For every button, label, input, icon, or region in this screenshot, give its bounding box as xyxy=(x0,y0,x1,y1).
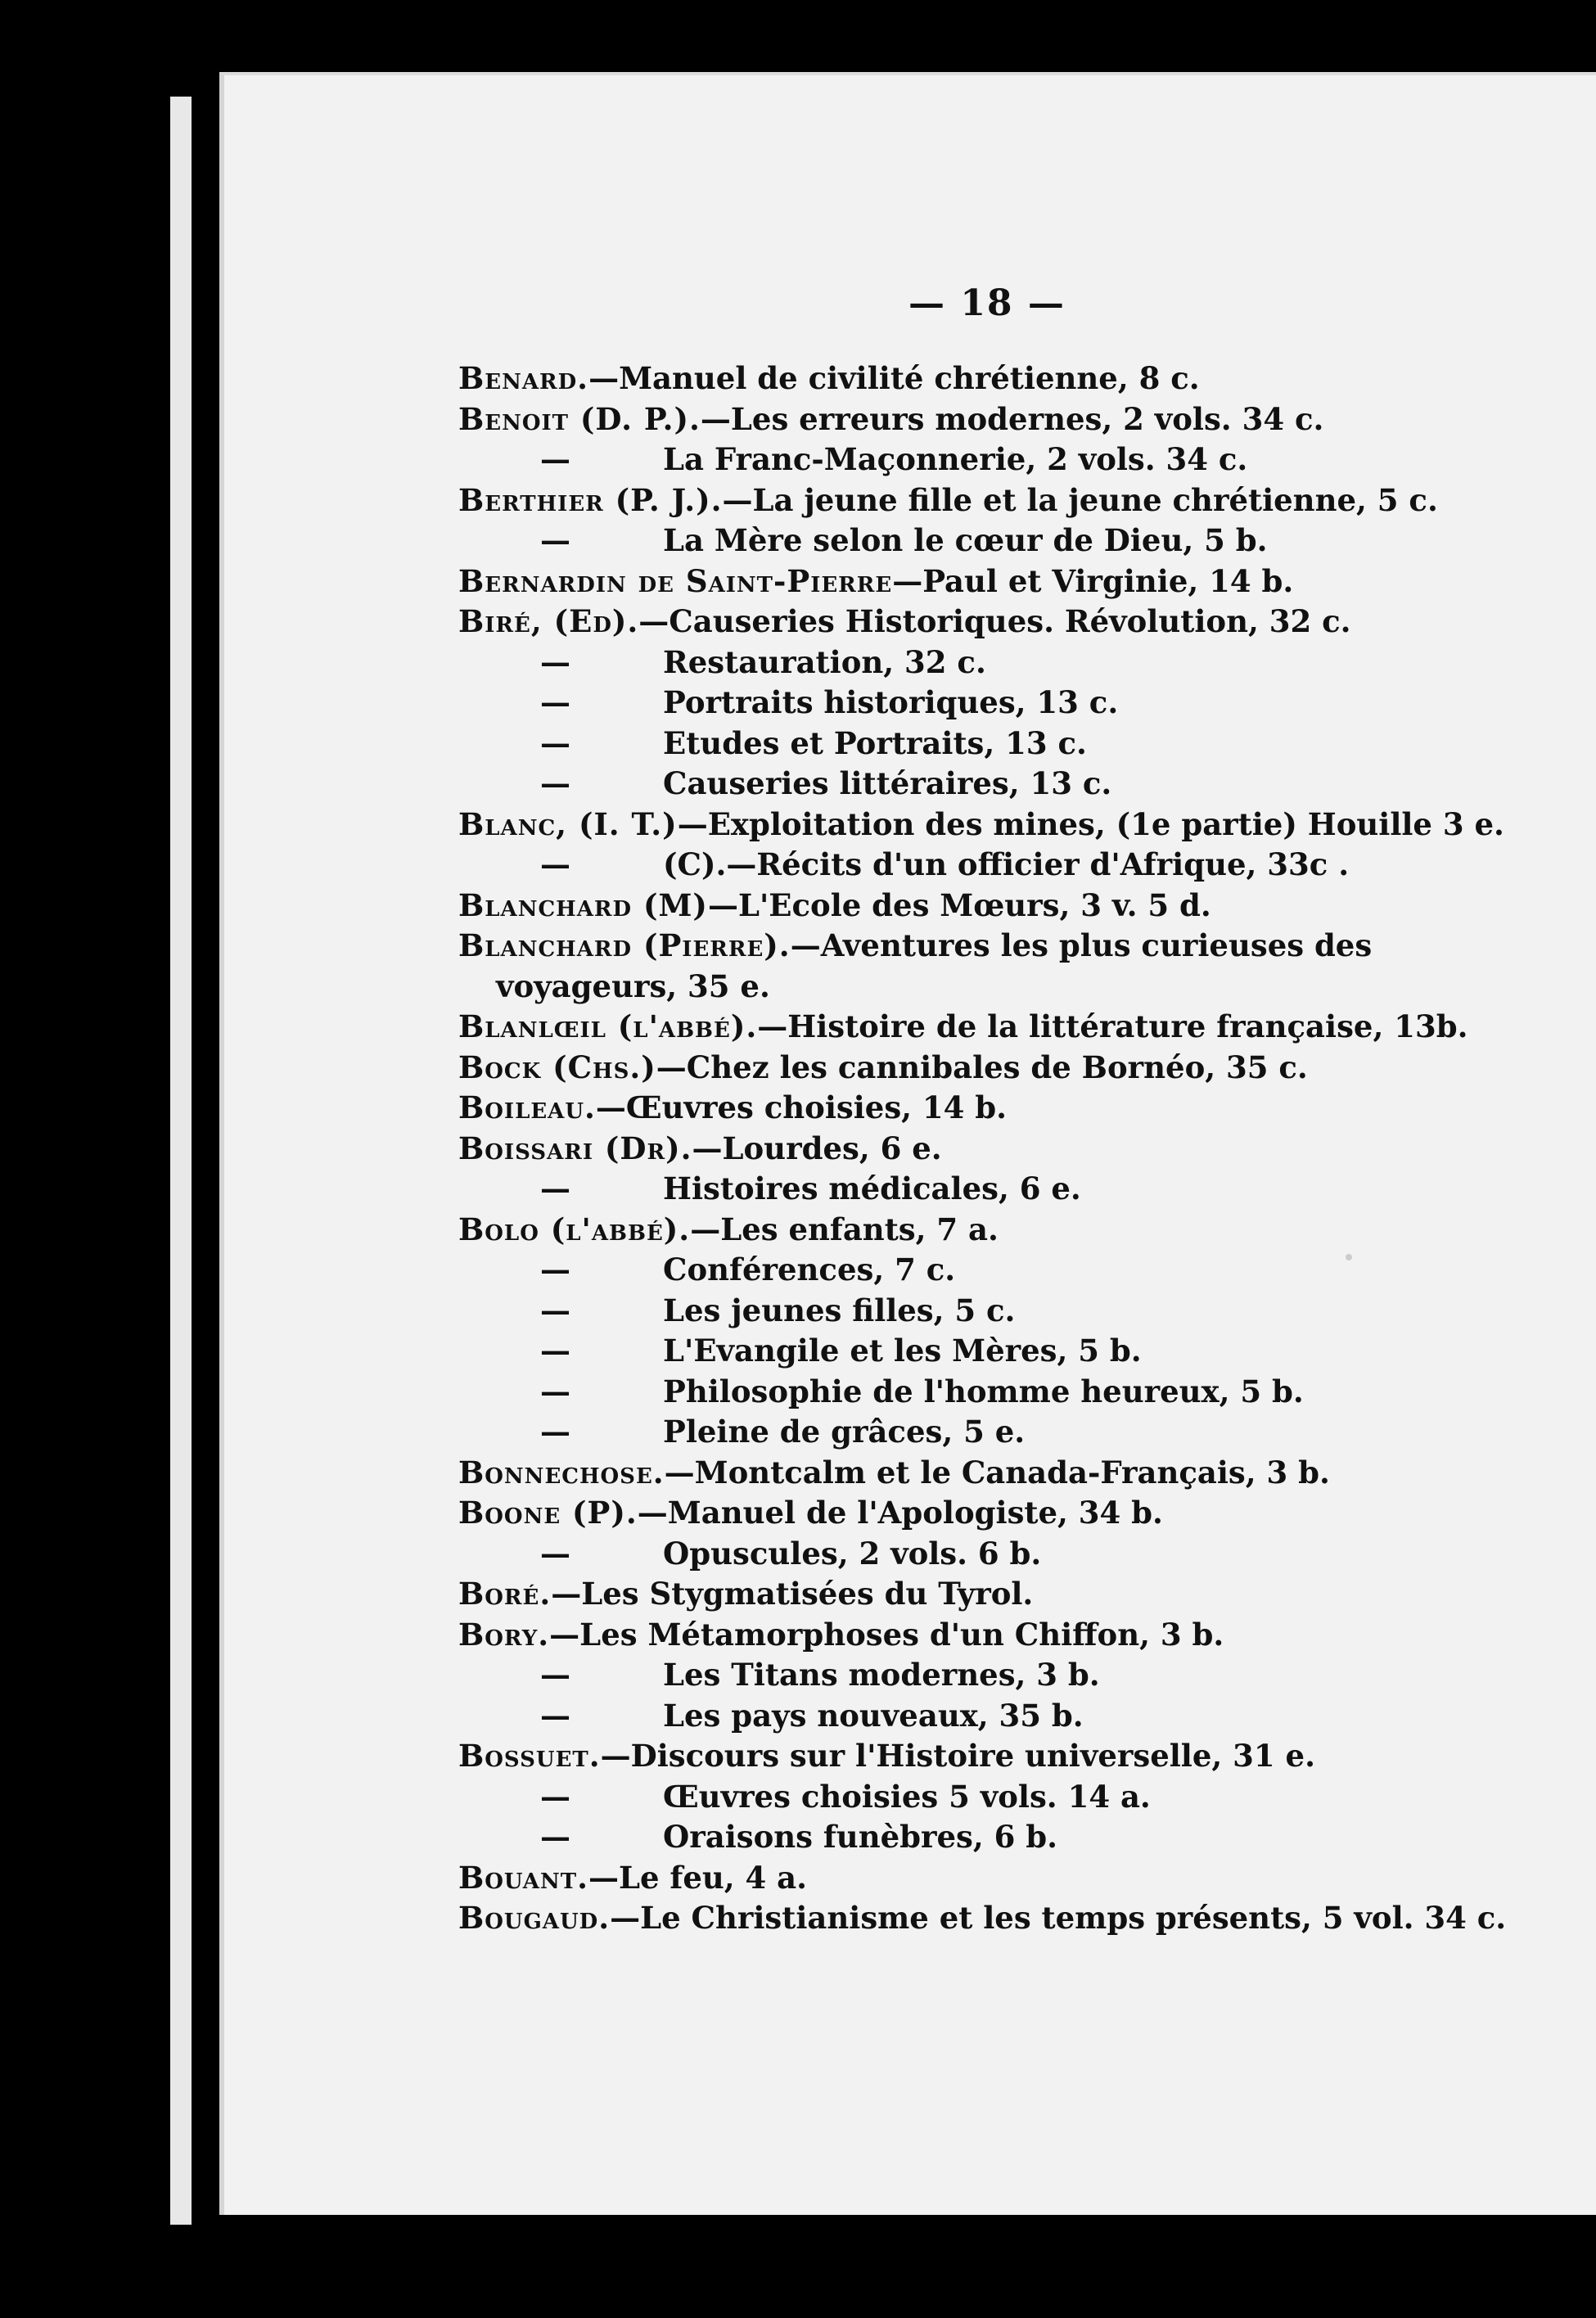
entry-title: —Les enfants, 7 a. xyxy=(690,1211,999,1247)
page-number: — 18 — xyxy=(908,282,1066,324)
entry-title: Etudes et Portraits, 13 c. xyxy=(663,724,1087,761)
entry-title: Œuvres choisies 5 vols. 14 a. xyxy=(663,1778,1151,1815)
catalog-entry xyxy=(458,1655,1473,1696)
author-name: Benoit (D. P.). xyxy=(458,400,701,437)
entry-title: —Montcalm et le Canada-Français, 3 b. xyxy=(664,1454,1330,1490)
entry-title: Les Titans modernes, 3 b. xyxy=(663,1657,1100,1693)
left-margin-strip xyxy=(170,97,192,2225)
entry-title: Causeries littéraires, 13 c. xyxy=(663,765,1112,801)
author-name: Bouant. xyxy=(458,1859,588,1896)
author-name: Bougaud. xyxy=(458,1900,611,1936)
catalog-entry xyxy=(458,1372,1473,1413)
entry-title: —La jeune fille et la jeune chrétienne, 5 c. xyxy=(722,481,1438,518)
entry-title: —Œuvres choisies, 14 b. xyxy=(595,1089,1008,1125)
author-name: Blanchard (M) xyxy=(458,886,708,923)
author-name: Boissari (Dr). xyxy=(458,1130,692,1166)
catalog-entry xyxy=(458,764,1473,805)
catalog-entry xyxy=(458,1291,1473,1332)
entry-title: Les pays nouveaux, 35 b. xyxy=(663,1697,1084,1734)
author-name: Bernardin de Saint-Pierre xyxy=(458,562,893,599)
author-name: Bonnechose. xyxy=(458,1454,665,1490)
catalog-entry xyxy=(458,1696,1473,1737)
entry-title: —Les erreurs modernes, 2 vols. 34 c. xyxy=(700,400,1324,437)
entry-title: —Exploitation des mines, (1e partie) Houille 3 e. xyxy=(677,805,1504,842)
author-name: Blanlœil (l'abbé). xyxy=(458,1008,758,1044)
entry-title: —Histoire de la littérature française, 13b. xyxy=(757,1008,1468,1044)
ditto-dash: — xyxy=(540,1292,570,1328)
catalog-entry xyxy=(458,480,1473,521)
author-name: Boileau. xyxy=(458,1089,596,1125)
ditto-dash: — xyxy=(540,643,570,680)
entry-title: Les jeunes filles, 5 c. xyxy=(663,1292,1016,1328)
entry-title: (C).—Récits d'un officier d'Afrique, 33c . xyxy=(663,846,1350,882)
entry-title: Restauration, 32 c. xyxy=(663,643,986,680)
catalog-entry xyxy=(458,1250,1473,1291)
entry-title: Portraits historiques, 13 c. xyxy=(663,684,1119,720)
catalog-entry xyxy=(458,724,1473,764)
catalog-entry xyxy=(458,1817,1473,1858)
catalog-entry xyxy=(458,683,1473,724)
catalog-entry xyxy=(458,1453,1473,1494)
entry-title: —Le feu, 4 a. xyxy=(588,1859,808,1896)
author-name: Berthier (P. J.). xyxy=(458,481,723,518)
ditto-dash: — xyxy=(540,1778,570,1815)
ditto-dash: — xyxy=(540,1657,570,1693)
entry-title: L'Evangile et les Mères, 5 b. xyxy=(663,1333,1142,1369)
catalog-entry xyxy=(458,1574,1473,1615)
author-name: Bory. xyxy=(458,1616,550,1653)
catalog-entry xyxy=(458,1048,1473,1089)
catalog-entry xyxy=(458,521,1473,561)
ditto-dash: — xyxy=(540,522,570,558)
catalog-entry xyxy=(458,805,1504,846)
catalog-entry xyxy=(458,1129,1473,1170)
catalog-entry xyxy=(458,1412,1473,1453)
catalog-entry xyxy=(458,1169,1473,1210)
catalog-entry xyxy=(458,886,1473,927)
entry-title: —Aventures les plus curieuses des xyxy=(790,927,1373,963)
entry-title: Pleine de grâces, 5 e. xyxy=(663,1414,1026,1450)
ditto-dash: — xyxy=(540,765,570,801)
ditto-dash: — xyxy=(540,1373,570,1409)
catalog-entry xyxy=(458,561,1473,602)
ditto-dash: — xyxy=(540,1697,570,1734)
catalog-entry xyxy=(458,1331,1473,1372)
ditto-dash: — xyxy=(540,846,570,882)
entry-title: —Les Métamorphoses d'un Chiffon, 3 b. xyxy=(549,1616,1224,1653)
entry-title: La Mère selon le cœur de Dieu, 5 b. xyxy=(663,522,1268,558)
catalog-entry xyxy=(458,1007,1473,1048)
ditto-dash: — xyxy=(540,1535,570,1572)
catalog-entry xyxy=(458,602,1473,643)
entry-title: voyageurs, 35 e. xyxy=(496,967,770,1004)
author-name: Biré, (Ed). xyxy=(458,603,639,639)
catalog-entry xyxy=(458,1210,1473,1251)
catalog-entry xyxy=(458,845,1473,886)
catalog-entry xyxy=(458,643,1473,683)
catalog-entry xyxy=(458,1736,1473,1777)
catalog-entry xyxy=(458,1493,1473,1534)
entry-title: —L'Ecole des Mœurs, 3 v. 5 d. xyxy=(707,886,1211,923)
ditto-dash: — xyxy=(540,1819,570,1855)
entry-title: —Paul et Virginie, 14 b. xyxy=(892,562,1294,599)
ditto-dash: — xyxy=(540,1333,570,1369)
author-name: Blanc, (I. T.) xyxy=(458,805,678,842)
entry-title: Opuscules, 2 vols. 6 b. xyxy=(663,1535,1042,1572)
entry-title: Philosophie de l'homme heureux, 5 b. xyxy=(663,1373,1304,1409)
ditto-dash: — xyxy=(540,1414,570,1450)
catalog-entry xyxy=(458,1615,1473,1656)
catalog-entry xyxy=(458,1088,1473,1129)
author-name: Benard. xyxy=(458,360,589,396)
catalog-entry xyxy=(458,967,1473,1008)
entry-title: —Discours sur l'Histoire universelle, 31 e. xyxy=(600,1738,1315,1774)
catalog-entry xyxy=(458,359,1473,399)
entry-title: —Les Stygmatisées du Tyrol. xyxy=(551,1576,1034,1612)
entry-title: —Le Christianisme et les temps présents, 5 vol. 34 c. xyxy=(610,1900,1507,1936)
entry-title: Oraisons funèbres, 6 b. xyxy=(663,1819,1058,1855)
author-name: Bossuet. xyxy=(458,1738,601,1774)
ditto-dash: — xyxy=(540,441,570,477)
catalog-entry xyxy=(458,440,1473,480)
catalog-entry xyxy=(458,1777,1473,1818)
entry-title: —Manuel de civilité chrétienne, 8 c. xyxy=(588,360,1200,396)
ditto-dash: — xyxy=(540,1251,570,1288)
entry-title: —Manuel de l'Apologiste, 34 b. xyxy=(637,1495,1163,1531)
author-name: Boone (P). xyxy=(458,1495,638,1531)
author-name: Blanchard (Pierre). xyxy=(458,927,791,963)
catalog-entries xyxy=(458,359,1507,1939)
author-name: Bock (Chs.) xyxy=(458,1049,656,1085)
entry-title: Conférences, 7 c. xyxy=(663,1251,956,1288)
author-name: Bolo (l'abbé). xyxy=(458,1211,691,1247)
entry-title: —Lourdes, 6 e. xyxy=(692,1130,942,1166)
ditto-dash: — xyxy=(540,684,570,720)
entry-title: La Franc-Maçonnerie, 2 vols. 34 c. xyxy=(663,441,1248,477)
entry-title: —Chez les cannibales de Bornéo, 35 c. xyxy=(656,1049,1308,1085)
catalog-entry xyxy=(458,926,1473,967)
author-name: Boré. xyxy=(458,1576,552,1612)
catalog-entry xyxy=(458,1858,1473,1899)
catalog-entry xyxy=(458,1534,1473,1575)
ditto-dash: — xyxy=(540,724,570,761)
catalog-entry xyxy=(458,399,1473,440)
catalog-entry xyxy=(458,1898,1507,1939)
entry-title: —Causeries Historiques. Révolution, 32 c. xyxy=(638,603,1351,639)
entry-title: Histoires médicales, 6 e. xyxy=(663,1170,1081,1206)
ditto-dash: — xyxy=(540,1170,570,1206)
